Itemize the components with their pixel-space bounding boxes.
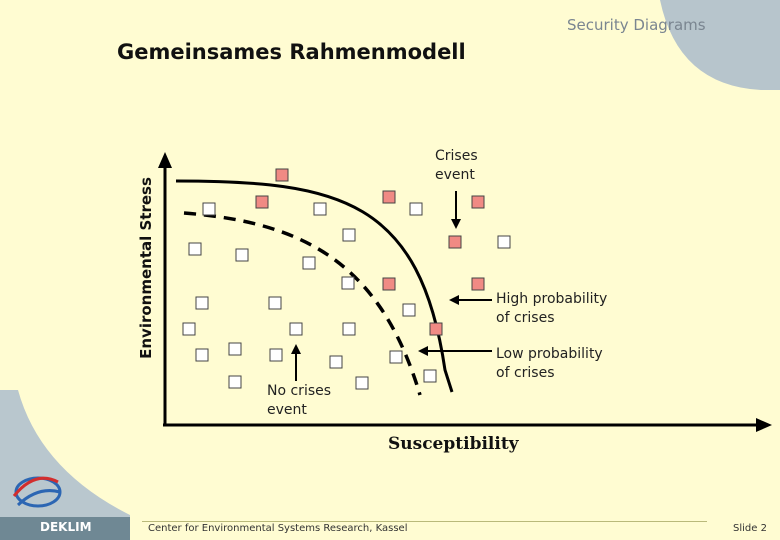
safe-square <box>196 349 208 361</box>
safe-square <box>189 243 201 255</box>
y-axis-arrowhead <box>158 152 172 168</box>
safe-square <box>303 257 315 269</box>
safe-square <box>343 323 355 335</box>
safe-square <box>403 304 415 316</box>
slide-title: Gemeinsames Rahmenmodell <box>117 40 466 64</box>
crisis-square <box>256 196 268 208</box>
safe-square <box>314 203 326 215</box>
crisis-square <box>383 278 395 290</box>
safe-square <box>356 377 368 389</box>
safe-square <box>196 297 208 309</box>
section-title: Security Diagrams <box>567 16 706 34</box>
safe-square <box>270 349 282 361</box>
safe-square <box>269 297 281 309</box>
logo-name: DEKLIM <box>40 520 92 534</box>
safe-square <box>290 323 302 335</box>
crisis-square <box>430 323 442 335</box>
no-crises-event-label: No crises event <box>267 383 332 418</box>
safe-square <box>203 203 215 215</box>
footer-organization: Center for Environmental Systems Research, Kassel <box>148 523 408 534</box>
safe-square <box>330 356 342 368</box>
safe-square <box>498 236 510 248</box>
crisis-square <box>449 236 461 248</box>
slide-number: Slide 2 <box>733 523 767 534</box>
safe-square <box>410 203 422 215</box>
safe-square <box>229 376 241 388</box>
deklim-logo <box>14 478 60 506</box>
crisis-square <box>383 191 395 203</box>
safe-square <box>424 370 436 382</box>
y-axis-label: Environmental Stress <box>137 177 155 359</box>
low-probability-label: Low probability of crises <box>496 346 603 381</box>
high-probability-label: High probability of crises <box>496 291 608 326</box>
safe-square <box>236 249 248 261</box>
safe-square <box>183 323 195 335</box>
footer-divider <box>142 521 707 522</box>
safe-square <box>343 229 355 241</box>
low-probability-boundary <box>184 213 420 395</box>
x-axis-label: Susceptibility <box>388 434 519 454</box>
crisis-square <box>472 196 484 208</box>
safe-squares <box>183 203 510 389</box>
crisis-squares <box>256 169 484 335</box>
crisis-square <box>472 278 484 290</box>
crises-event-label: Crises event <box>435 148 478 183</box>
x-axis-arrowhead <box>756 418 772 432</box>
safe-square <box>229 343 241 355</box>
safe-square <box>342 277 354 289</box>
crisis-square <box>276 169 288 181</box>
safe-square <box>390 351 402 363</box>
